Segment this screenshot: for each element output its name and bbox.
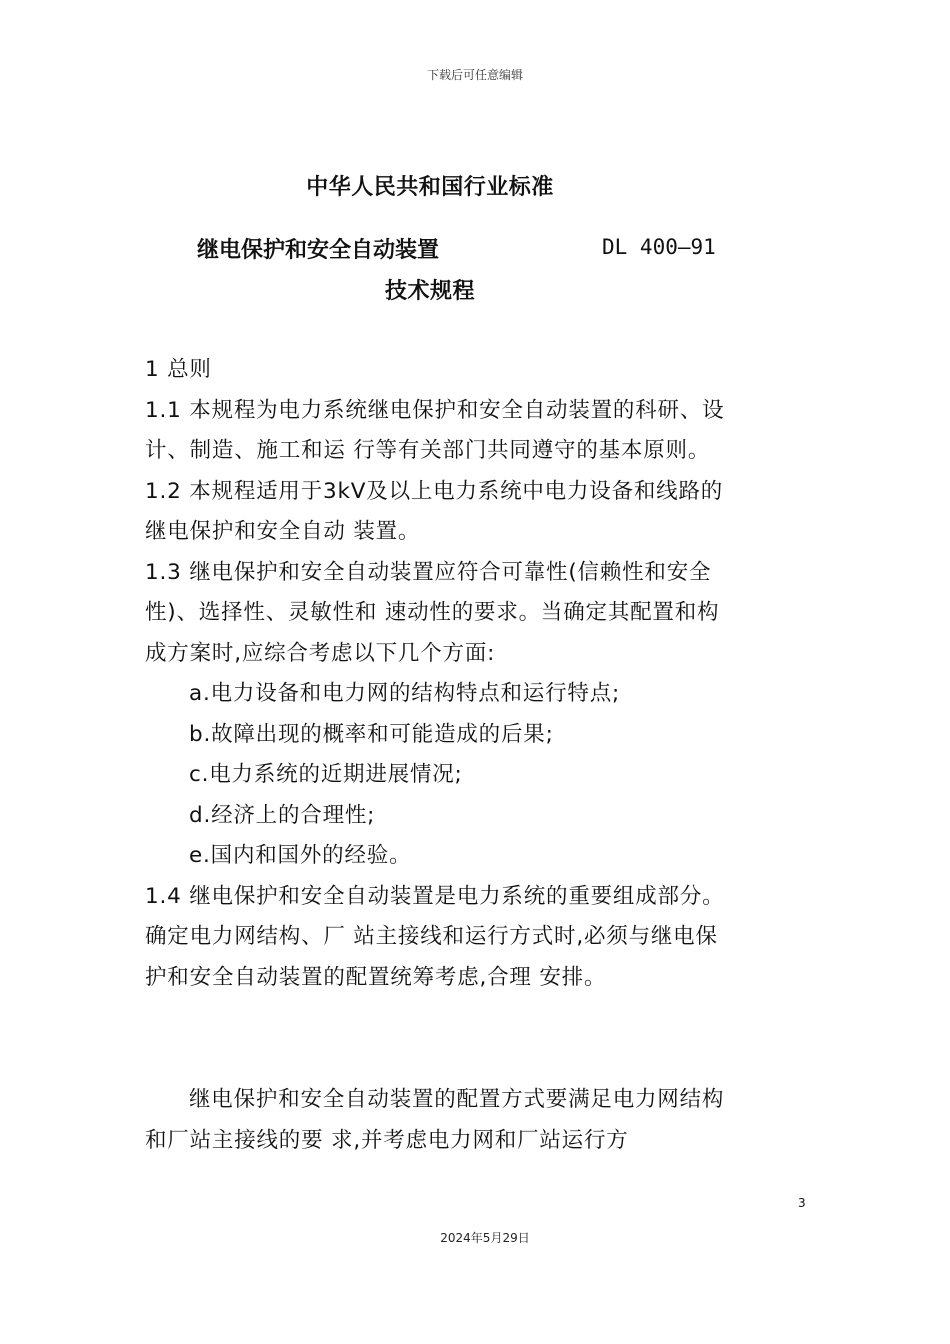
list-item: e.国内和国外的经验。 xyxy=(189,843,412,868)
list-item: c.电力系统的近期进展情况; xyxy=(189,762,463,787)
list-item: a.电力设备和电力网的结构特点和运行特点; xyxy=(189,681,621,706)
standard-code: DL 400—91 xyxy=(602,235,716,259)
list-item: d.经济上的合理性; xyxy=(189,802,376,828)
section-body xyxy=(145,350,735,998)
clause-1-4: 1.4 继电保护和安全自动装置是电力系统的重要组成部分。确定电力网结构、厂 站主接线和运行方式时,必须与继电保护和安全自动装置的配置统筹考虑,合理 安排。 xyxy=(145,883,725,990)
regulation-subtitle: 技术规程 xyxy=(384,279,475,304)
page-number: 3 xyxy=(798,1196,806,1210)
clause-1-3: 1.3 继电保护和安全自动装置应符合可靠性(信赖性和安全性)、选择性、灵敏性和 速动性的要求。当确定其配置和构成方案时,应综合考虑以下几个方面: xyxy=(145,559,720,666)
document-title: 中华人民共和国行业标准 xyxy=(306,175,554,200)
body-paragraph: 继电保护和安全自动装置的配置方式要满足电力网结构和厂站主接线的要 求,并考虑电力网和厂站运行方 xyxy=(145,1087,725,1153)
section-heading: 1 总则 xyxy=(145,357,212,382)
header-note: 下载后可任意编辑 xyxy=(426,68,523,82)
clause-1-1: 1.1 本规程为电力系统继电保护和安全自动装置的科研、设计、制造、施工和运 行等有关部门共同遵守的基本原则。 xyxy=(145,397,725,463)
clause-1-2: 1.2 本规程适用于3kV及以上电力系统中电力设备和线路的继电保护和安全自动 装置。 xyxy=(145,478,724,544)
regulation-title: 继电保护和安全自动装置 xyxy=(197,238,440,263)
list-item: b.故障出现的概率和可能造成的后果; xyxy=(189,721,554,747)
footer-date: 2024年5月29日 xyxy=(440,1231,530,1245)
